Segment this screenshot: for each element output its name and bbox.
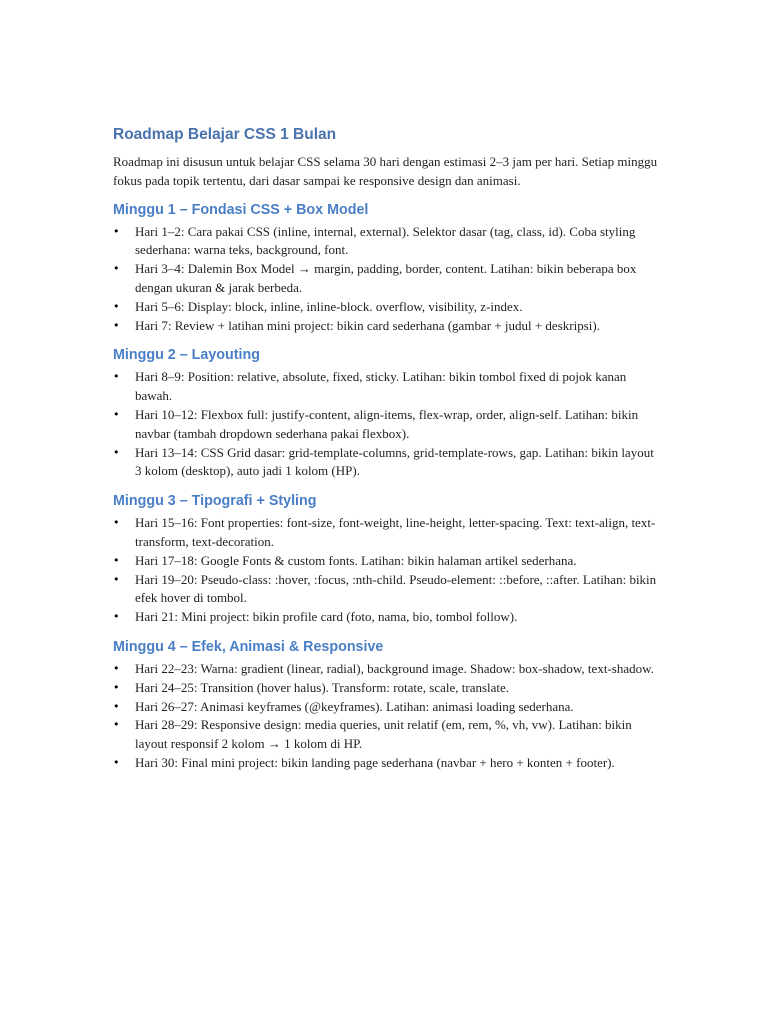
bullet-list — [113, 368, 663, 481]
list-item — [113, 368, 663, 406]
section-heading: Minggu 1 – Fondasi CSS + Box Model — [113, 201, 369, 218]
section-week-2 — [113, 345, 663, 481]
list-item-text: Hari 26–27: Animasi keyframes (@keyframes). Latihan: animasi loading sederhana. — [135, 698, 574, 714]
list-item — [113, 552, 663, 571]
bullet-icon: • — [113, 407, 120, 421]
list-item-text: Hari 7: Review + latihan mini project: bikin card sederhana (gambar + judul + deskripsi). — [135, 317, 600, 333]
list-item — [113, 571, 663, 609]
list-item-text: Hari 1–2: Cara pakai CSS (inline, internal, external). Selektor dasar (tag, class, id). Coba styling sederhana: warna teks, background, font. — [135, 223, 636, 258]
list-item-text: Hari 24–25: Transition (hover halus). Transform: rotate, scale, translate. — [135, 679, 510, 695]
list-item-text: Hari 8–9: Position: relative, absolute, fixed, sticky. Latihan: bikin tombol fixed di pojok kanan bawah. — [135, 369, 627, 404]
list-item-text: Hari 19–20: Pseudo-class: :hover, :focus, :nth-child. Pseudo-element: ::before, ::after. Latihan: bikin efek hover di tombol. — [135, 571, 657, 606]
list-item — [113, 698, 663, 717]
document-title: Roadmap Belajar CSS 1 Bulan — [113, 126, 337, 143]
section-heading: Minggu 3 – Tipografi + Styling — [113, 493, 317, 510]
list-item — [113, 679, 663, 698]
list-item — [113, 754, 663, 773]
section-heading: Minggu 2 – Layouting — [113, 347, 260, 364]
bullet-list — [113, 514, 663, 627]
list-item — [113, 660, 663, 679]
list-item-text: Hari 22–23: Warna: gradient (linear, radial), background image. Shadow: box-shadow, text-shadow. — [135, 660, 654, 676]
bullet-icon: • — [113, 610, 120, 624]
list-item-text: Hari 30: Final mini project: bikin landing page sederhana (navbar + hero + konten + footer). — [135, 754, 615, 770]
bullet-list — [113, 660, 663, 773]
bullet-icon: • — [113, 370, 120, 384]
section-week-3 — [113, 491, 663, 627]
bullet-icon: • — [113, 699, 120, 713]
list-item — [113, 406, 663, 444]
bullet-icon: • — [113, 572, 120, 586]
intro-paragraph: Roadmap ini disusun untuk belajar CSS selama 30 hari dengan estimasi 2–3 jam per hari. Setiap minggu fokus pada topik tertentu, dari dasar sampai ke responsive design dan animasi. — [113, 154, 658, 189]
bullet-icon: • — [113, 445, 120, 459]
list-item-text: Hari 5–6: Display: block, inline, inline-block. overflow, visibility, z-index. — [135, 298, 523, 314]
list-item — [113, 317, 663, 336]
bullet-icon: • — [113, 718, 120, 732]
document-page — [113, 124, 663, 783]
list-item-text: Hari 17–18: Google Fonts & custom fonts. Latihan: bikin halaman artikel sederhana. — [135, 552, 577, 568]
list-item — [113, 444, 663, 482]
bullet-icon: • — [113, 661, 120, 675]
list-item-text: Hari 21: Mini project: bikin profile card (foto, nama, bio, tombol follow). — [135, 609, 518, 625]
list-item — [113, 608, 663, 627]
list-item — [113, 298, 663, 317]
section-week-1 — [113, 200, 663, 336]
bullet-icon: • — [113, 224, 120, 238]
list-item — [113, 716, 663, 754]
list-item — [113, 514, 663, 552]
bullet-icon: • — [113, 516, 120, 530]
bullet-icon: • — [113, 262, 120, 276]
list-item-text: Hari 28–29: Responsive design: media queries, unit relatif (em, rem, %, vh, vw). Latihan: bikin layout responsif 2 kolom → 1 kolom di HP. — [135, 717, 632, 752]
list-item-text: Hari 15–16: Font properties: font-size, font-weight, line-height, letter-spacing. Text: text-align, text-transform, text-decoration. — [135, 515, 656, 549]
section-heading: Minggu 4 – Efek, Animasi & Responsive — [113, 638, 384, 655]
bullet-icon: • — [113, 680, 120, 694]
list-item-text: Hari 10–12: Flexbox full: justify-content, align-items, flex-wrap, order, align-self. Latihan: bikin navbar (tambah dropdown sederhana pakai flexbox). — [135, 406, 639, 441]
list-item — [113, 223, 663, 261]
bullet-icon: • — [113, 299, 120, 313]
bullet-icon: • — [113, 553, 120, 567]
list-item — [113, 260, 663, 298]
bullet-icon: • — [113, 318, 120, 332]
section-week-4 — [113, 637, 663, 773]
bullet-list — [113, 223, 663, 336]
bullet-icon: • — [113, 755, 120, 769]
list-item-text: Hari 13–14: CSS Grid dasar: grid-template-columns, grid-template-rows, gap. Latihan: bikin layout 3 kolom (desktop), auto jadi 1 kolom (HP). — [135, 444, 654, 479]
list-item-text: Hari 3–4: Dalemin Box Model → margin, padding, border, content. Latihan: bikin beberapa box dengan ukuran & jarak berbeda. — [135, 261, 637, 295]
